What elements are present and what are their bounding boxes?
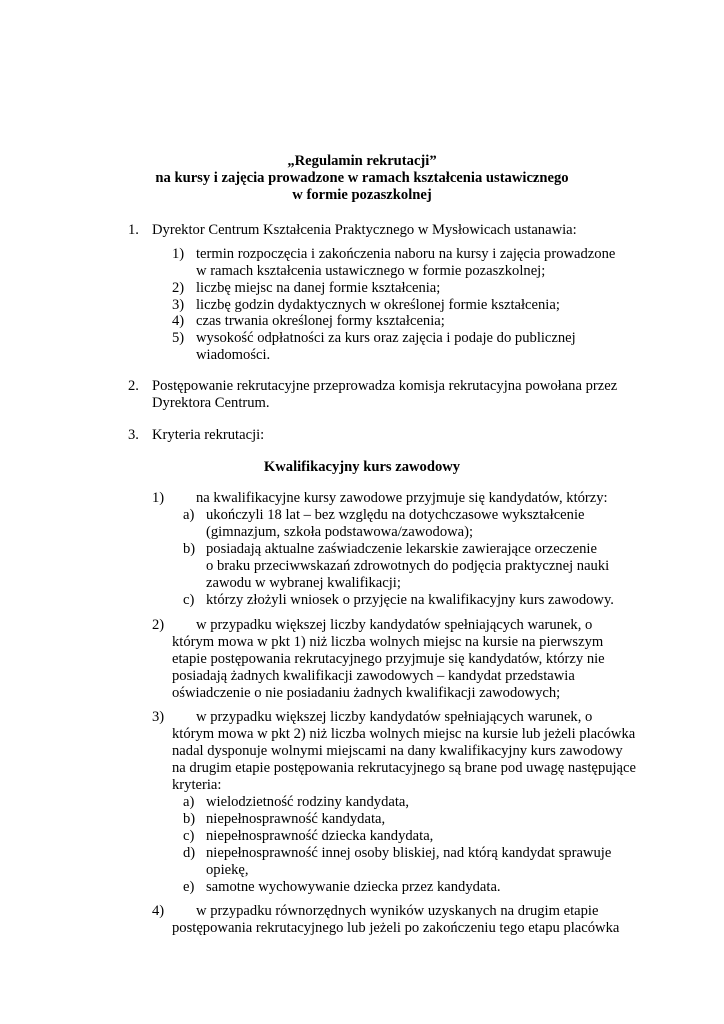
section-2-text: Dyrektora Centrum. [152,395,270,411]
section-1-text: Dyrektor Centrum Kształcenia Praktycznego w Mysłowicach ustanawia: [152,222,577,238]
letter-item-text: niepełnosprawność innej osoby bliskiej, nad którą kandydat sprawuje [206,845,612,861]
letter-item-text: którzy złożyli wniosek o przyjęcie na kwalifikacyjny kurs zawodowy. [206,592,614,608]
list-number: 2) [172,280,185,296]
criteria-number: 3) [152,709,165,725]
criteria-text: w przypadku równorzędnych wyników uzyskanych na drugim etapie [196,903,599,919]
criteria-number: 2) [152,617,165,633]
list-item-text: czas trwania określonej formy kształcenia; [196,313,445,329]
section-2-text: Postępowanie rekrutacyjne przeprowadza komisja rekrutacyjna powołana przez [152,378,618,394]
list-item-text: w ramach kształcenia ustawicznego w formie pozaszkolnej; [196,263,546,279]
criteria-text: oświadczenie o nie posiadaniu żadnych kwalifikacji zawodowych; [172,685,561,701]
letter-marker: c) [183,592,195,608]
letter-item-text: niepełnosprawność dziecka kandydata, [206,828,434,844]
criteria-text: w przypadku większej liczby kandydatów spełniających warunek, o [196,617,593,633]
letter-item-text: opiekę, [206,862,249,878]
criteria-number: 1) [152,490,165,506]
letter-item-text: posiadają aktualne zaświadczenie lekarskie zawierające orzeczenie [206,541,597,557]
criteria-text: w przypadku większej liczby kandydatów spełniających warunek, o [196,709,593,725]
section-subtitle: Kwalifikacyjny kurs zawodowy [263,459,461,475]
list-number: 4) [172,313,185,329]
letter-marker: b) [183,541,196,557]
list-number: 5) [172,330,185,346]
list-item-text: liczbę godzin dydaktycznych w określonej formie kształcenia; [196,297,560,313]
list-item-text: termin rozpoczęcia i zakończenia naboru na kursy i zajęcia prowadzone [196,246,616,262]
letter-marker: a) [183,507,195,523]
section-1-number: 1. [128,222,139,238]
section-3-text: Kryteria rekrutacji: [152,427,265,443]
criteria-intro: na kwalifikacyjne kursy zawodowe przyjmuje się kandydatów, którzy: [196,490,608,506]
letter-item-text: zawodu w wybranej kwalifikacji; [206,575,401,591]
criteria-text: postępowania rekrutacyjnego lub jeżeli po zakończeniu tego etapu placówka [172,920,620,936]
letter-item-text: niepełnosprawność kandydata, [206,811,386,827]
letter-marker: c) [183,828,195,844]
section-3-number: 3. [128,427,139,443]
letter-item-text: ukończyli 18 lat – bez względu na dotychczasowe wykształcenie [206,507,585,523]
list-item-text: wiadomości. [196,347,271,363]
letter-item-text: (gimnazjum, szkoła podstawowa/zawodowa); [206,524,474,540]
criteria-text: którym mowa w pkt 1) niż liczba wolnych miejsc na kursie na pierwszym [172,634,604,650]
list-number: 1) [172,246,185,262]
list-number: 3) [172,297,185,313]
letter-marker: a) [183,794,195,810]
title-line-2: na kursy i zajęcia prowadzone w ramach kształcenia ustawicznego [155,170,569,186]
criteria-text: na drugim etapie postępowania rekrutacyjnego są brane pod uwagę następujące [172,760,636,776]
list-item-text: wysokość odpłatności za kurs oraz zajęcia i podaje do publicznej [196,330,576,346]
title-line-1: „Regulamin rekrutacji” [287,153,437,169]
list-item-text: liczbę miejsc na danej formie kształcenia; [196,280,441,296]
criteria-text: kryteria: [172,777,222,793]
criteria-text: nadal dysponuje wolnymi miejscami na dany kwalifikacyjny kurs zawodowy [172,743,623,759]
letter-item-text: samotne wychowywanie dziecka przez kandydata. [206,879,501,895]
letter-item-text: wielodzietność rodziny kandydata, [206,794,410,810]
criteria-text: posiadają żadnych kwalifikacji zawodowych – kandydat przedstawia [172,668,575,684]
criteria-text: którym mowa w pkt 2) niż liczba wolnych miejsc na kursie lub jeżeli placówka [172,726,636,742]
criteria-text: etapie postępowania rekrutacyjnego przyjmuje się kandydatów, którzy nie [172,651,605,667]
letter-item-text: o braku przeciwwskazań zdrowotnych do podjęcia praktycznej nauki [206,558,610,574]
letter-marker: b) [183,811,196,827]
document-title [0,153,724,204]
criteria-number: 4) [152,903,165,919]
title-line-3: w formie pozaszkolnej [292,187,432,203]
section-2-number: 2. [128,378,139,394]
letter-marker: e) [183,879,195,895]
letter-marker: d) [183,845,196,861]
